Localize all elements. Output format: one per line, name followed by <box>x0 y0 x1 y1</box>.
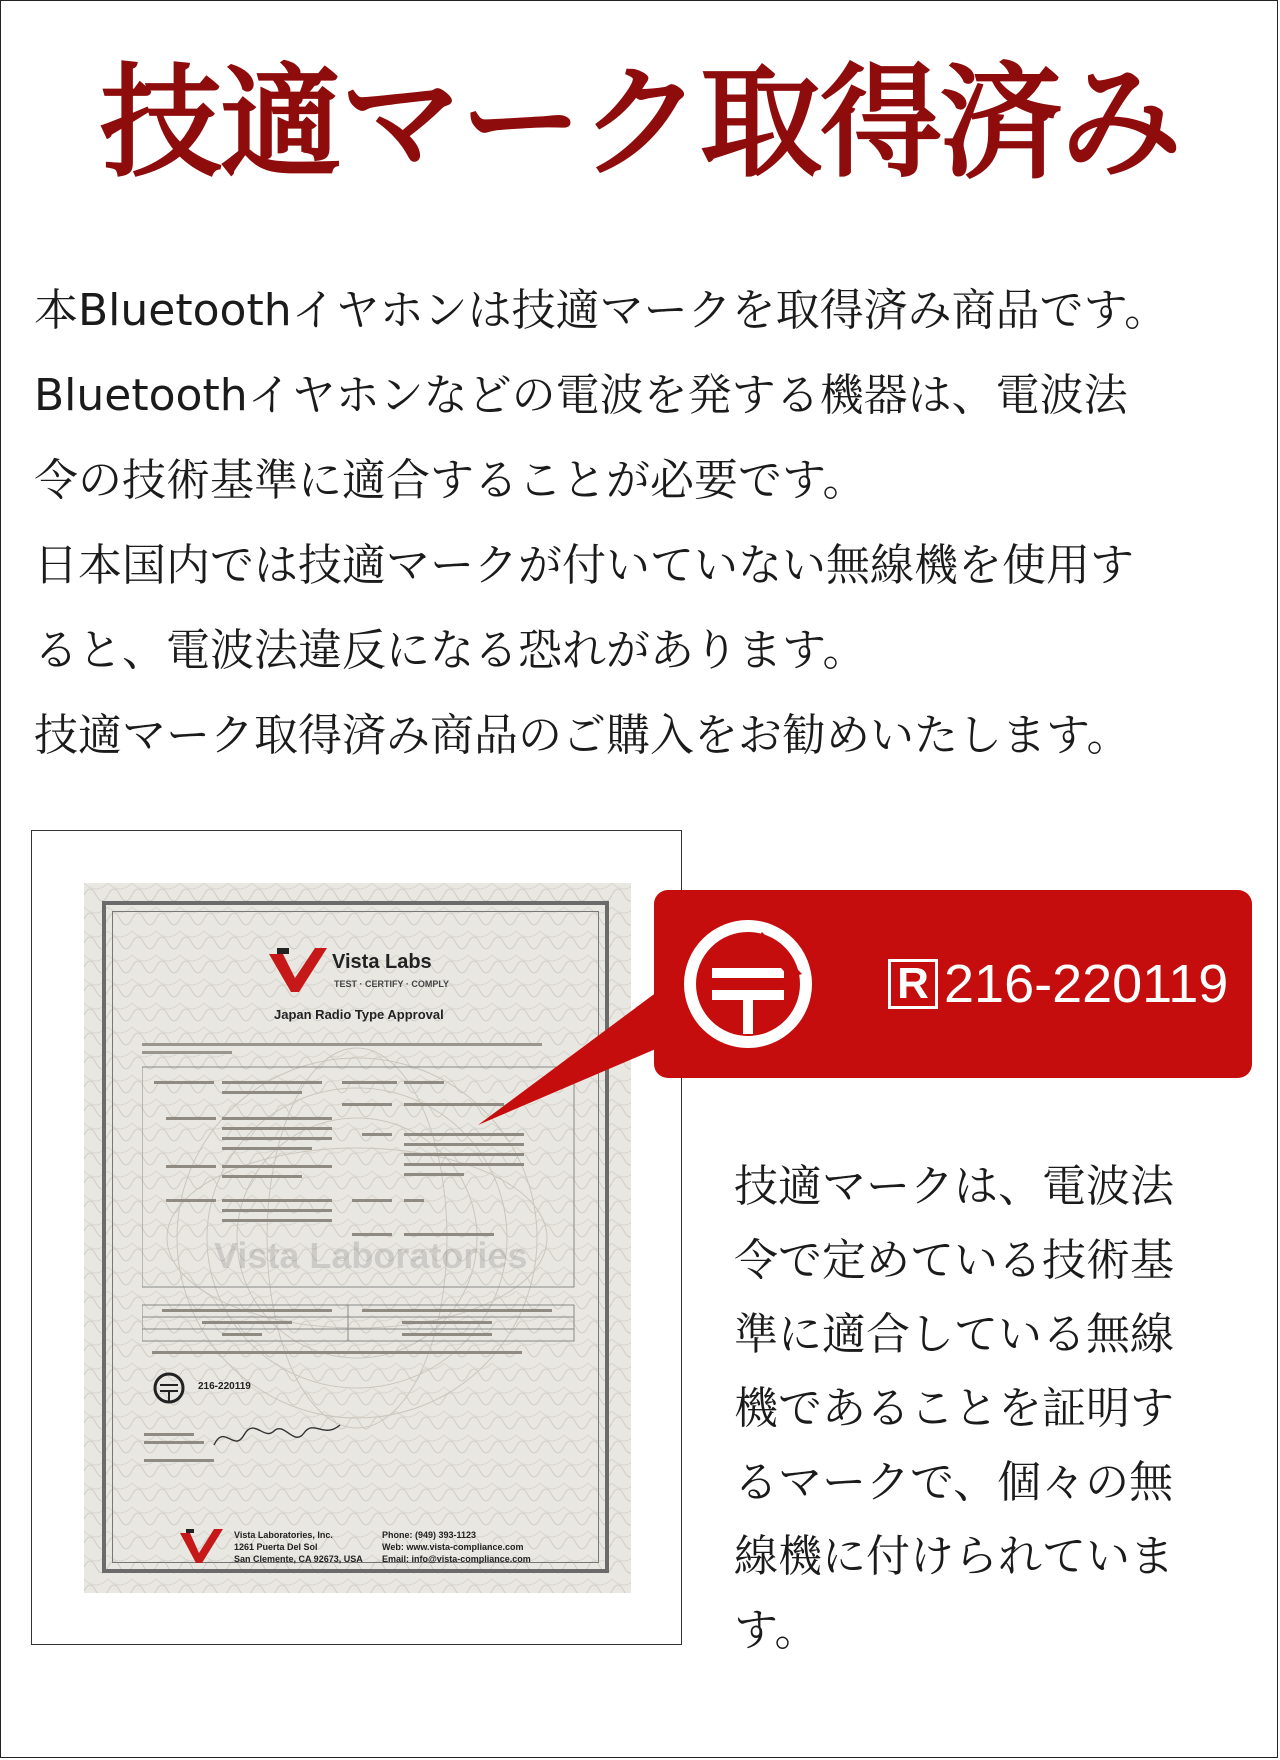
intro-line: 令の技術基準に適合することが必要です。 <box>34 455 867 506</box>
registered-mark: R <box>888 959 938 1009</box>
certificate-tagline: TEST · CERTIFY · COMPLY <box>334 979 450 989</box>
callout-number-text: 216-220119 <box>944 954 1229 1014</box>
page-title: 技適マーク取得済み <box>100 52 1180 194</box>
certificate-brand: Vista Labs <box>332 951 432 973</box>
intro-line: 日本国内では技適マークが付いていない無線機を使用す <box>34 540 1134 591</box>
intro-line: ると、電波法違反になる恐れがあります。 <box>34 625 867 676</box>
intro-line: Bluetoothイヤホンなどの電波を発する機器は、電波法 <box>34 370 1128 421</box>
certificate-title: Japan Radio Type Approval <box>274 1007 444 1022</box>
description-line: るマークで、個々の無 <box>734 1457 1174 1508</box>
certificate-watermark: Vista Laboratories <box>214 1235 528 1276</box>
description-line: 技適マークは、電波法 <box>734 1161 1174 1212</box>
description-text <box>734 1150 1234 1668</box>
intro-line: 技適マーク取得済み商品のご購入をお勧めいたします。 <box>34 710 1131 761</box>
footer-contact: Phone: (949) 393-1123 Web: www.vista-compliance.com Email: info@vista-compliance.com <box>382 1530 531 1564</box>
description-line: 機であることを証明す <box>734 1383 1174 1434</box>
description-line: す。 <box>734 1605 819 1656</box>
footer-address: Vista Laboratories, Inc. 1261 Puerta Del Sol San Clemente, CA 92673, USA <box>234 1530 363 1564</box>
description-line: 準に適合している無線 <box>734 1309 1174 1360</box>
intro-line: 本Bluetoothイヤホンは技適マークを取得済み商品です。 <box>34 285 1169 336</box>
giteki-mark-icon <box>682 918 814 1050</box>
description-line: 線機に付けられていま <box>734 1531 1174 1582</box>
callout-certificate-number <box>888 890 1228 1078</box>
certificate-number: 216-220119 <box>198 1381 251 1392</box>
description-line: 令で定めている技術基 <box>734 1235 1174 1286</box>
certificate-callout <box>654 890 1252 1078</box>
